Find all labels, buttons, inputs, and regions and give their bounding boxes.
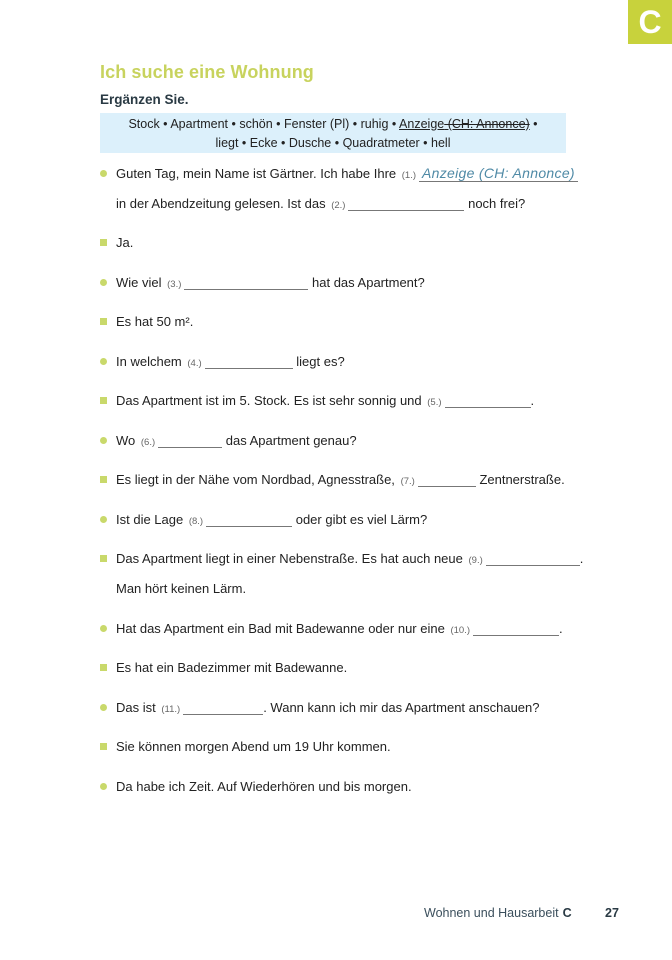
speaker-b-bullet-icon — [100, 397, 107, 404]
speaker-a-bullet-icon — [100, 437, 107, 444]
line-text: Es hat 50 m². — [116, 314, 194, 329]
line-text: . — [559, 621, 563, 636]
speaker-a-bullet-icon — [100, 625, 107, 632]
dialogue-line — [116, 510, 427, 530]
chapter-badge: C — [628, 0, 672, 44]
dialogue-line — [116, 658, 347, 678]
line-text: Ist die Lage — [116, 512, 184, 527]
gap-number: (6.) — [140, 437, 156, 448]
line-text: Sie können morgen Abend um 19 Uhr kommen. — [116, 739, 391, 754]
gap-blank-10[interactable] — [473, 621, 559, 636]
line-text: Ja. — [116, 235, 134, 250]
line-text: hat das Apartment? — [312, 275, 425, 290]
dialogue-line — [116, 352, 345, 372]
dialogue-line — [116, 470, 565, 490]
gap-number: (11.) — [161, 704, 181, 715]
line-text: noch frei? — [468, 196, 526, 211]
gap-number: (2.) — [331, 200, 346, 211]
line-text: Das Apartment liegt in einer Nebenstraße. Es hat auch neue — [116, 551, 463, 566]
footer-chapter: C — [562, 906, 572, 920]
page-number: 27 — [605, 906, 619, 920]
speaker-b-bullet-icon — [100, 555, 107, 562]
dialogue-line — [116, 194, 525, 214]
dialogue-line — [116, 619, 563, 639]
gap-blank-8[interactable] — [206, 512, 292, 527]
word-box-line-1 — [100, 115, 566, 134]
exercise-instruction: Ergänzen Sie. — [100, 92, 189, 107]
dialogue-line — [116, 549, 583, 569]
used-word-text: Anzeige — [399, 117, 445, 131]
footer-section — [424, 906, 572, 920]
dialogue-line — [116, 737, 391, 757]
dialogue-line — [116, 777, 412, 797]
speaker-b-bullet-icon — [100, 476, 107, 483]
gap-number: (4.) — [187, 358, 202, 369]
dialogue-line — [116, 273, 425, 293]
speaker-a-bullet-icon — [100, 516, 107, 523]
speaker-b-bullet-icon — [100, 318, 107, 325]
gap-blank-9[interactable] — [486, 551, 580, 566]
gap-blank-5[interactable] — [445, 393, 531, 408]
line-text: Man hört keinen Lärm. — [116, 581, 247, 596]
line-text: Guten Tag, mein Name ist Gärtner. Ich habe Ihre — [116, 166, 397, 181]
dialogue-line — [116, 164, 578, 184]
line-text: oder gibt es viel Lärm? — [295, 512, 428, 527]
speaker-b-bullet-icon — [100, 664, 107, 671]
word-list: Stock • Apartment • schön • Fenster (Pl) • ruhig • — [128, 117, 400, 131]
speaker-b-bullet-icon — [100, 239, 107, 246]
gap-blank-11[interactable] — [183, 700, 263, 715]
exercise-title: Ich suche eine Wohnung — [100, 62, 314, 82]
gap-blank-3[interactable] — [184, 275, 308, 290]
line-text: liegt es? — [296, 354, 345, 369]
gap-number: (7.) — [400, 476, 415, 487]
speaker-a-bullet-icon — [100, 358, 107, 365]
gap-number: (8.) — [188, 516, 204, 527]
gap-blank-2[interactable] — [348, 196, 464, 211]
gap-answer-1[interactable]: Anzeige (CH: Annonce) — [419, 165, 578, 182]
speaker-b-bullet-icon — [100, 743, 107, 750]
dialogue-line — [116, 431, 357, 451]
gap-blank-7[interactable] — [418, 472, 476, 487]
line-text: Wie viel — [116, 275, 162, 290]
dialogue-line — [116, 233, 133, 253]
line-text: . Wann kann ich mir das Apartment anschauen? — [263, 700, 540, 715]
gap-number: (10.) — [450, 625, 470, 636]
line-text: . — [530, 393, 535, 408]
line-text: In welchem — [116, 354, 182, 369]
gap-blank-4[interactable] — [205, 354, 293, 369]
line-text: Wo — [116, 433, 136, 448]
line-text: Zentnerstraße. — [479, 472, 565, 487]
used-word — [399, 117, 530, 131]
word-list-end: • — [529, 117, 538, 131]
word-box — [100, 113, 566, 153]
footer-section-title: Wohnen und Hausarbeit — [424, 906, 559, 920]
speaker-a-bullet-icon — [100, 279, 107, 286]
gap-number: (3.) — [167, 279, 182, 290]
gap-number: (9.) — [468, 555, 483, 566]
line-text: Es hat ein Badezimmer mit Badewanne. — [116, 660, 348, 675]
dialogue-line — [116, 698, 540, 718]
line-text: Da habe ich Zeit. Auf Wiederhören und bis morgen. — [116, 779, 412, 794]
gap-blank-6[interactable] — [158, 433, 222, 448]
speaker-a-bullet-icon — [100, 783, 107, 790]
dialogue-line — [116, 312, 193, 332]
line-text: Das ist — [116, 700, 156, 715]
line-text: . — [579, 551, 584, 566]
gap-number: (1.) — [401, 170, 417, 181]
line-text: in der Abendzeitung gelesen. Ist das — [116, 196, 326, 211]
line-text: Hat das Apartment ein Bad mit Badewanne oder nur eine — [116, 621, 445, 636]
speaker-a-bullet-icon — [100, 704, 107, 711]
gap-number: (5.) — [427, 397, 442, 408]
line-text: Das Apartment ist im 5. Stock. Es ist sehr sonnig und — [116, 393, 422, 408]
dialogue-line — [116, 391, 534, 411]
struck-word: (CH: Annonce) — [444, 117, 530, 131]
dialogue-line — [116, 579, 246, 599]
speaker-a-bullet-icon — [100, 170, 107, 177]
word-box-line-2: liegt • Ecke • Dusche • Quadratmeter • hell — [215, 136, 451, 150]
line-text: Es liegt in der Nähe vom Nordbad, Agnesstraße, — [116, 472, 395, 487]
line-text: das Apartment genau? — [225, 433, 357, 448]
